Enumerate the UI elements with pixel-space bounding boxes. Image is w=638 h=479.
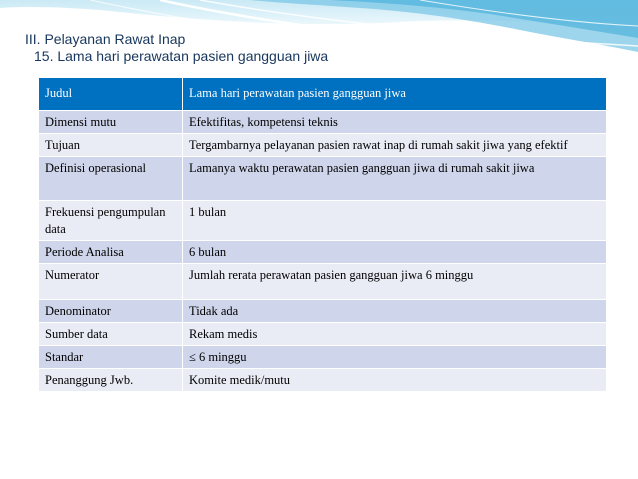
row-value: Efektifitas, kompetensi teknis xyxy=(183,111,607,134)
row-label: Numerator xyxy=(39,264,183,300)
row-value: Tidak ada xyxy=(183,300,607,323)
row-value: Tergambarnya pelayanan pasien rawat inap di rumah sakit jiwa yang efektif xyxy=(183,134,607,157)
slide-title: III. Pelayanan Rawat Inap xyxy=(25,31,186,47)
row-value: 6 bulan xyxy=(183,241,607,264)
table-row xyxy=(39,300,607,323)
header-cell-label: Judul xyxy=(39,78,183,111)
table-header-row xyxy=(39,78,607,111)
table-row xyxy=(39,369,607,392)
row-label: Dimensi mutu xyxy=(39,111,183,134)
table-row xyxy=(39,264,607,300)
table-row xyxy=(39,241,607,264)
table-row xyxy=(39,157,607,201)
header-cell-value: Lama hari perawatan pasien gangguan jiwa xyxy=(183,78,607,111)
row-value: Jumlah rerata perawatan pasien gangguan jiwa 6 minggu xyxy=(183,264,607,300)
slide-subtitle: 15. Lama hari perawatan pasien gangguan jiwa xyxy=(34,48,329,64)
table-row xyxy=(39,134,607,157)
row-label: Definisi operasional xyxy=(39,157,183,201)
row-value: Rekam medis xyxy=(183,323,607,346)
row-label: Frekuensi pengumpulan data xyxy=(39,201,183,241)
row-label: Penanggung Jwb. xyxy=(39,369,183,392)
row-value: 1 bulan xyxy=(183,201,607,241)
indicator-table xyxy=(38,77,607,392)
row-label: Periode Analisa xyxy=(39,241,183,264)
row-label: Sumber data xyxy=(39,323,183,346)
row-value: ≤ 6 minggu xyxy=(183,346,607,369)
table-row xyxy=(39,323,607,346)
row-value: Lamanya waktu perawatan pasien gangguan jiwa di rumah sakit jiwa xyxy=(183,157,607,201)
table-row xyxy=(39,346,607,369)
row-label: Denominator xyxy=(39,300,183,323)
row-label: Tujuan xyxy=(39,134,183,157)
table-row xyxy=(39,201,607,241)
row-value: Komite medik/mutu xyxy=(183,369,607,392)
table-row xyxy=(39,111,607,134)
row-label: Standar xyxy=(39,346,183,369)
